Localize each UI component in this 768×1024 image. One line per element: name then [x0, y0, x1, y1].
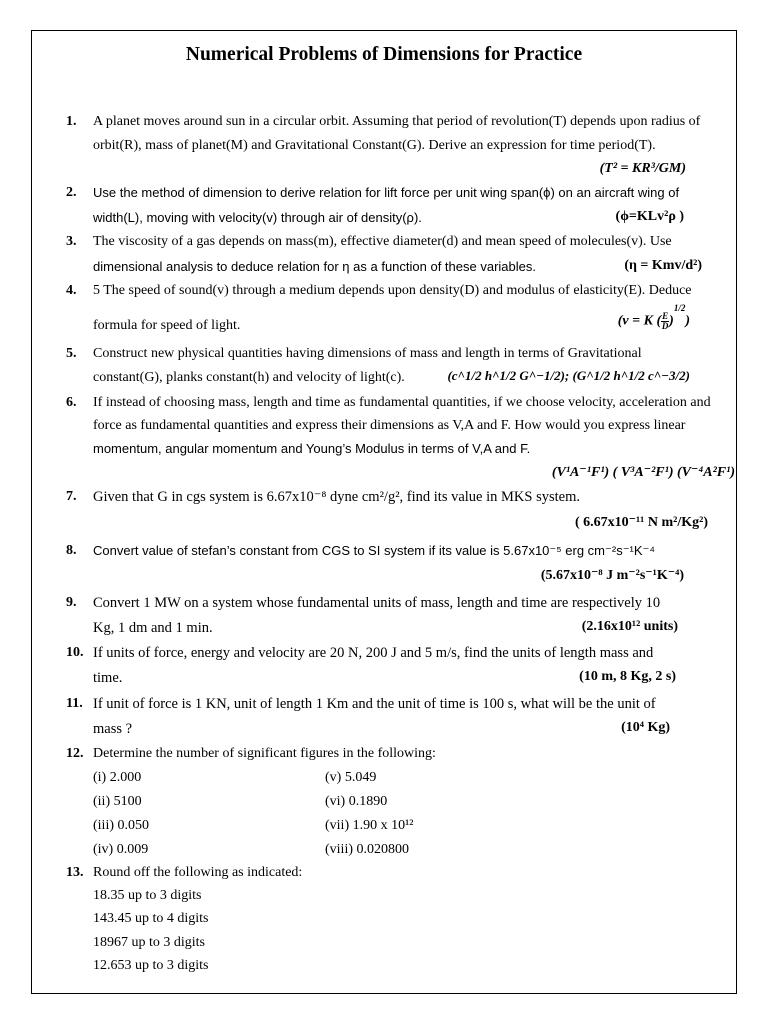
- answer-prefix: (v = K (: [617, 313, 662, 329]
- problem-text: constant(G), planks constant(h) and velocity of light(c).: [93, 370, 405, 385]
- problem-number: 7.: [66, 489, 77, 504]
- problem-text: Construct new physical quantities having dimensions of mass and length in terms of Gravitational: [93, 346, 642, 361]
- problem-text: time.: [93, 670, 123, 686]
- problem-text: The viscosity of a gas depends on mass(m), effective diameter(d) and mean speed of molecules(v). Use: [93, 234, 672, 249]
- problem-answer: (10⁴ Kg): [621, 720, 670, 735]
- problem-answer: [617, 303, 690, 331]
- problem-text: formula for speed of light.: [93, 318, 241, 333]
- problem-answer: (V¹A⁻¹F¹) ( V³A⁻²F¹) (V⁻⁴A²F¹): [551, 465, 735, 480]
- round-off-item: 18.35 up to 3 digits: [93, 888, 202, 903]
- problem-text: Convert 1 MW on a system whose fundamental units of mass, length and time are respectively 10: [93, 595, 661, 611]
- problem-number: 2.: [66, 185, 77, 200]
- problem-number: 11.: [66, 696, 83, 711]
- problem-text: Given that G in cgs system is 6.67x10⁻⁸ dyne cm²/g², find its value in MKS system.: [93, 489, 580, 505]
- problem-answer: (2.16x10¹² units): [581, 619, 678, 634]
- problem-answer: ( 6.67x10⁻¹¹ N m²/Kg²): [574, 515, 708, 530]
- problem-text: Round off the following as indicated:: [93, 865, 303, 880]
- problem-number: 13.: [66, 865, 84, 880]
- problem-text: If unit of force is 1 KN, unit of length 1 Km and the unit of time is 100 s, what will be the unit of: [93, 696, 656, 712]
- sig-fig-item: (vi) 0.1890: [325, 794, 388, 809]
- problem-number: 10.: [66, 645, 84, 660]
- problem-number: 6.: [66, 395, 77, 410]
- fraction-denominator: D: [661, 321, 669, 331]
- round-off-item: 18967 up to 3 digits: [93, 935, 206, 950]
- problem-text: Convert value of stefan’s constant from CGS to SI system if its value is 5.67x10⁻⁵ erg cm⁻²s⁻¹K⁻⁴: [93, 543, 656, 558]
- fraction: [661, 312, 669, 331]
- problem-answer: (c^1/2 h^1/2 G^−1/2); (G^1/2 h^1/2 c^−3/2): [447, 368, 690, 383]
- problem-number: 3.: [66, 234, 77, 249]
- problem-answer: (ϕ=KLv²ρ ): [615, 209, 684, 224]
- problem-number: 5.: [66, 346, 77, 361]
- fraction-numerator: E: [662, 311, 669, 321]
- problem-answer: (5.67x10⁻⁸ J m⁻²s⁻¹K⁻⁴): [540, 568, 684, 583]
- problem-text: If units of force, energy and velocity are 20 N, 200 J and 5 m/s, find the units of length mass and: [93, 645, 654, 661]
- problem-number: 12.: [66, 746, 84, 761]
- problem-answer: (η = Kmv/d²): [624, 258, 702, 273]
- round-off-item: 143.45 up to 4 digits: [93, 911, 209, 926]
- problem-text: 5 The speed of sound(v) through a medium depends upon density(D) and modulus of elasticity(E). Deduce: [93, 283, 692, 298]
- answer-paren: ): [669, 313, 674, 329]
- problem-text: Determine the number of significant figures in the following:: [93, 746, 436, 761]
- problem-number: 9.: [66, 595, 77, 610]
- sig-fig-item: (v) 5.049: [325, 770, 377, 785]
- sig-fig-item: (iii) 0.050: [93, 818, 149, 833]
- problem-text: Use the method of dimension to derive relation for lift force per unit wing span(ϕ) on an aircraft wing of: [93, 185, 680, 200]
- sig-fig-item: (viii) 0.020800: [325, 842, 409, 857]
- answer-exponent: 1/2: [673, 303, 686, 314]
- answer-close: ): [685, 313, 690, 329]
- problem-text: width(L), moving with velocity(v) through air of density(ρ).: [93, 210, 422, 225]
- problem-number: 8.: [66, 543, 77, 558]
- problem-text: force as fundamental quantities and express their dimensions as V,A and F. How would you express linear: [93, 418, 686, 433]
- problem-answer: (10 m, 8 Kg, 2 s): [579, 669, 676, 684]
- sig-fig-item: (vii) 1.90 x 10¹²: [325, 818, 414, 833]
- problem-text: If instead of choosing mass, length and time as fundamental quantities, if we choose velocity, acceleration and: [93, 395, 711, 410]
- problem-text: Kg, 1 dm and 1 min.: [93, 620, 213, 636]
- problem-answer: (T² = KR³/GM): [599, 161, 686, 176]
- sig-fig-item: (i) 2.000: [93, 770, 142, 785]
- problem-text: orbit(R), mass of planet(M) and Gravitational Constant(G). Derive an expression for time period(T).: [93, 138, 656, 153]
- problem-text: A planet moves around sun in a circular orbit. Assuming that period of revolution(T) depends upon radius of: [93, 114, 701, 129]
- page-title: Numerical Problems of Dimensions for Practice: [185, 44, 583, 65]
- problem-number: 1.: [66, 114, 77, 129]
- problem-number: 4.: [66, 283, 77, 298]
- sig-fig-item: (ii) 5100: [93, 794, 142, 809]
- sig-fig-item: (iv) 0.009: [93, 842, 149, 857]
- round-off-item: 12.653 up to 3 digits: [93, 958, 209, 973]
- problem-text: mass ?: [93, 721, 133, 737]
- problem-text: momentum, angular momentum and Young’s Modulus in terms of V,A and F.: [93, 441, 531, 456]
- problem-text: dimensional analysis to deduce relation for η as a function of these variables.: [93, 259, 536, 274]
